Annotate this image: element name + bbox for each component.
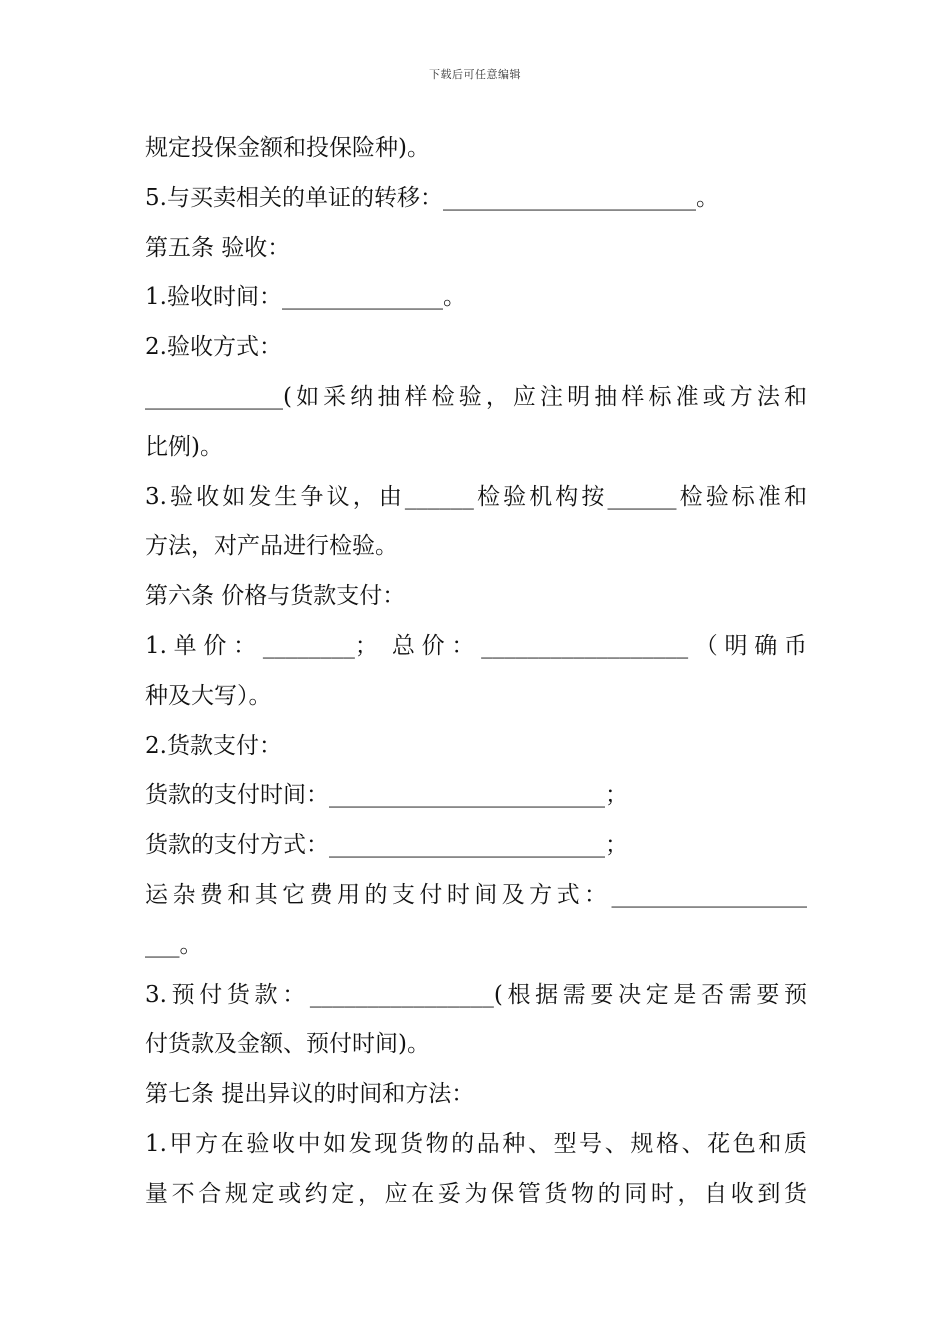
section-heading: 第六条 价格与货款支付： bbox=[145, 583, 406, 610]
text-line: 规定投保金额和投保险种)。 bbox=[145, 135, 430, 161]
contract-body bbox=[145, 124, 807, 1220]
text-line: 5.与买卖相关的单证的转移：______________________。 bbox=[145, 184, 719, 211]
text-line: 方法，对产品进行检验。 bbox=[145, 533, 398, 560]
section-heading: 第五条 验收： bbox=[145, 234, 291, 261]
text-line: 1.单价：________； 总价：__________________（明确币 bbox=[145, 632, 807, 659]
text-line: 货款的支付时间：________________________； bbox=[145, 782, 628, 809]
page-header: 下载后可任意编辑 bbox=[429, 68, 521, 81]
text-line: 比例)。 bbox=[145, 433, 223, 460]
text-line: 种及大写）。 bbox=[145, 682, 272, 709]
text-line: 1.验收时间：______________。 bbox=[145, 284, 466, 311]
text-line: 货款的支付方式：________________________； bbox=[145, 832, 628, 859]
text-line: 3.预付货款：________________(根据需要决定是否需要预 bbox=[145, 981, 807, 1008]
text-line: 量不合规定或约定，应在妥为保管货物的同时，自收到货 bbox=[145, 1180, 807, 1207]
text-line: ___。 bbox=[145, 931, 203, 958]
text-line: 运杂费和其它费用的支付时间及方式：_________________ bbox=[145, 881, 807, 908]
section-heading: 第七条 提出异议的时间和方法： bbox=[145, 1081, 475, 1108]
text-line: ____________(如采纳抽样检验，应注明抽样标准或方法和 bbox=[145, 383, 807, 410]
text-line: 2.验收方式： bbox=[145, 334, 282, 361]
text-line: 1.甲方在验收中如发现货物的品种、型号、规格、花色和质 bbox=[145, 1130, 807, 1157]
text-line: 2.货款支付： bbox=[145, 732, 282, 759]
text-line: 3.验收如发生争议，由______检验机构按______检验标准和 bbox=[145, 483, 807, 510]
text-line: 付货款及金额、预付时间)。 bbox=[145, 1031, 430, 1058]
